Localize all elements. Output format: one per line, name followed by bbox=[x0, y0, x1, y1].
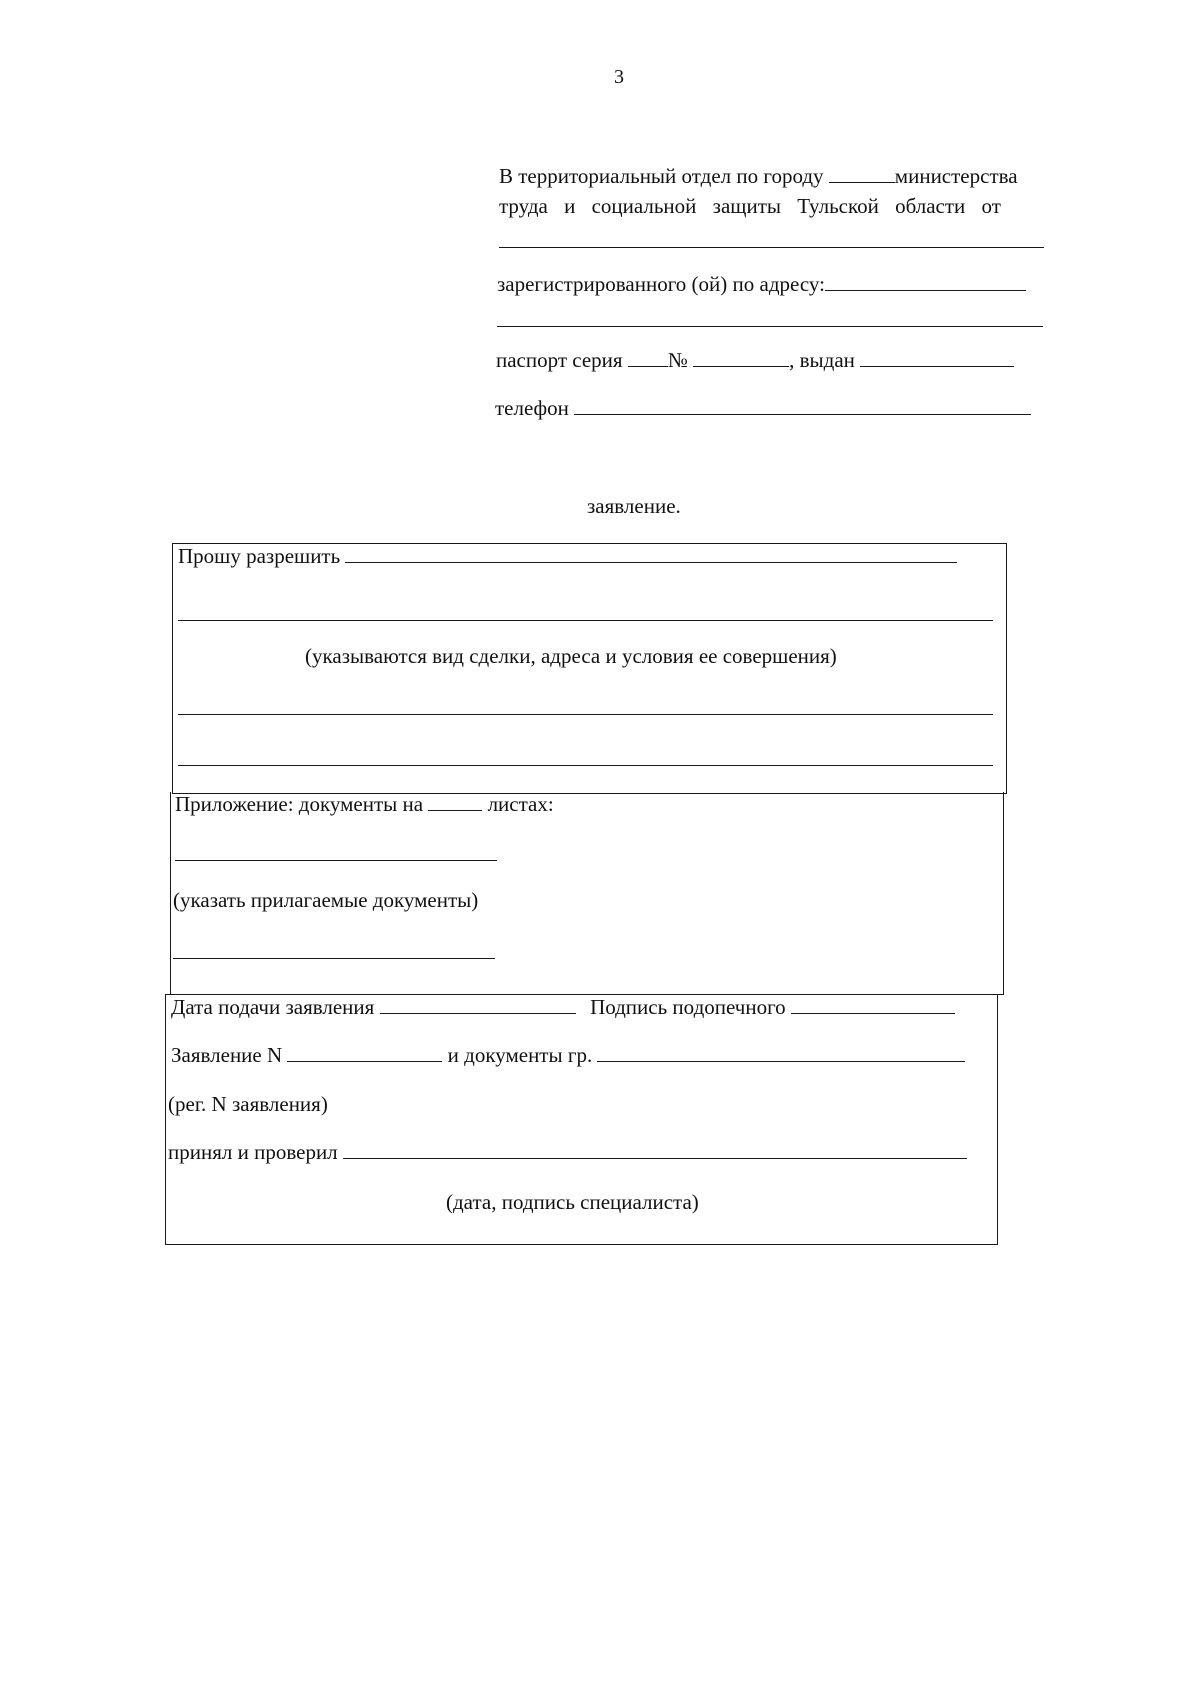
statement-number-blank[interactable] bbox=[287, 1043, 442, 1062]
address-blank[interactable] bbox=[825, 272, 1026, 291]
sheet-count-blank[interactable] bbox=[428, 792, 482, 811]
header-line-1-suffix: министерства bbox=[894, 164, 1018, 188]
date-row bbox=[171, 995, 955, 1020]
accepted-row bbox=[168, 1140, 967, 1165]
request-row bbox=[178, 544, 957, 569]
header-line-2: труда и социальной защиты Тульской области от bbox=[499, 194, 1001, 218]
city-blank[interactable] bbox=[829, 164, 895, 183]
attachments-row bbox=[175, 792, 554, 817]
accepted-blank[interactable] bbox=[343, 1140, 967, 1159]
attachments-line-2[interactable] bbox=[173, 958, 495, 959]
phone-blank[interactable] bbox=[574, 396, 1031, 415]
request-section bbox=[172, 543, 1007, 794]
phone-label: телефон bbox=[495, 396, 569, 420]
header-line-1-prefix: В территориальный отдел по городу bbox=[499, 164, 824, 188]
reg-hint: (рег. N заявления) bbox=[168, 1092, 328, 1116]
registration-section bbox=[165, 994, 998, 1245]
passport-number-label: № bbox=[667, 348, 688, 372]
statement-row bbox=[171, 1043, 965, 1068]
page-number: 3 bbox=[614, 66, 624, 88]
passport-issued-blank[interactable] bbox=[860, 348, 1014, 367]
request-line-4[interactable] bbox=[178, 765, 993, 766]
applicant-name-line[interactable] bbox=[499, 247, 1044, 248]
passport-number-blank[interactable] bbox=[693, 348, 789, 367]
request-hint: (указываются вид сделки, адреса и условия ее совершения) bbox=[305, 644, 837, 668]
document-title: заявление. bbox=[587, 494, 681, 518]
passport-issued-label: , выдан bbox=[789, 348, 855, 372]
accepted-label: принял и проверил bbox=[168, 1140, 338, 1164]
request-label: Прошу разрешить bbox=[178, 544, 341, 568]
signature-label: Подпись подопечного bbox=[590, 995, 786, 1019]
header-line-1 bbox=[499, 164, 1018, 189]
attachments-line-1[interactable] bbox=[175, 860, 497, 861]
date-label: Дата подачи заявления bbox=[171, 995, 375, 1019]
passport-series-blank[interactable] bbox=[628, 348, 668, 367]
request-line-3[interactable] bbox=[178, 714, 993, 715]
citizen-name-blank[interactable] bbox=[597, 1043, 965, 1062]
passport-series-label: паспорт серия bbox=[496, 348, 623, 372]
request-line-2[interactable] bbox=[178, 620, 993, 621]
phone-row bbox=[495, 396, 1031, 421]
documents-label: и документы гр. bbox=[447, 1043, 593, 1067]
attachments-section bbox=[170, 792, 1004, 995]
statement-label: Заявление N bbox=[171, 1043, 283, 1067]
signature-blank[interactable] bbox=[791, 995, 955, 1014]
date-blank[interactable] bbox=[380, 995, 576, 1014]
address-row bbox=[497, 272, 1026, 297]
address-label: зарегистрированного (ой) по адресу: bbox=[497, 272, 825, 296]
attachments-suffix: листах: bbox=[487, 792, 554, 816]
request-blank[interactable] bbox=[345, 544, 957, 563]
attachments-hint: (указать прилагаемые документы) bbox=[173, 888, 479, 912]
passport-row bbox=[496, 348, 1014, 373]
address-line-2[interactable] bbox=[497, 326, 1043, 327]
specialist-hint: (дата, подпись специалиста) bbox=[446, 1190, 699, 1214]
attachments-label: Приложение: документы на bbox=[175, 792, 424, 816]
